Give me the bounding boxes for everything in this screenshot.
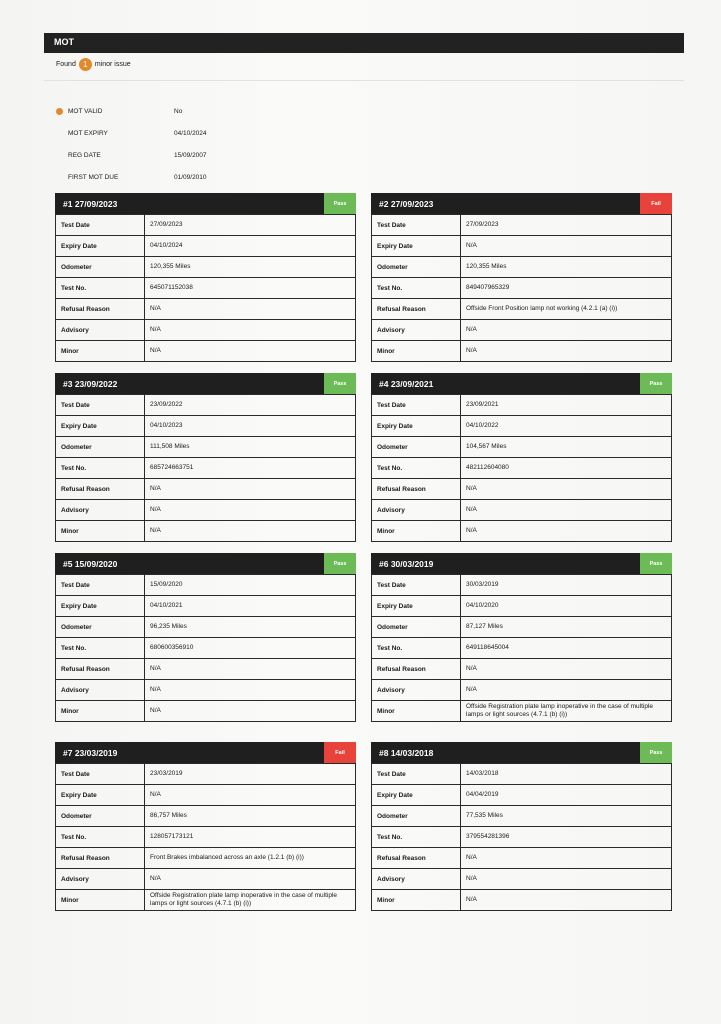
field-label: Test No. xyxy=(56,458,145,479)
table-row xyxy=(56,341,356,362)
table-row xyxy=(372,437,672,458)
field-value: 379554281396 xyxy=(461,827,672,848)
field-label: Expiry Date xyxy=(372,596,461,617)
table-row xyxy=(56,680,356,701)
field-label: Test Date xyxy=(372,575,461,596)
table-row xyxy=(56,479,356,500)
field-label: Minor xyxy=(56,521,145,542)
card-title: #4 23/09/2021 xyxy=(379,378,434,389)
table-row xyxy=(372,215,672,236)
field-label: Odometer xyxy=(372,806,461,827)
field-label: Test Date xyxy=(56,395,145,416)
table-row xyxy=(372,827,672,848)
field-label: Refusal Reason xyxy=(372,479,461,500)
status-dot-icon xyxy=(56,108,63,115)
card-title: #3 23/09/2022 xyxy=(63,378,118,389)
card-title: #7 23/03/2019 xyxy=(63,747,118,758)
field-label: Test No. xyxy=(372,278,461,299)
field-value: N/A xyxy=(461,869,672,890)
mot-test-card xyxy=(371,742,672,911)
result-badge: Pass xyxy=(640,742,672,763)
result-badge: Pass xyxy=(640,373,672,394)
result-badge: Pass xyxy=(324,553,356,574)
field-label: Odometer xyxy=(56,806,145,827)
table-row xyxy=(372,617,672,638)
field-label: Test No. xyxy=(56,278,145,299)
field-label: Expiry Date xyxy=(372,785,461,806)
table-row xyxy=(372,278,672,299)
field-label: Advisory xyxy=(56,500,145,521)
field-label: Advisory xyxy=(56,869,145,890)
test-details-table xyxy=(55,394,356,542)
table-row xyxy=(372,236,672,257)
found-suffix: minor issue xyxy=(94,61,131,68)
field-label: Refusal Reason xyxy=(56,479,145,500)
table-row xyxy=(372,500,672,521)
field-value: 14/03/2018 xyxy=(461,764,672,785)
field-label: Expiry Date xyxy=(56,236,145,257)
field-value: 120,355 Miles xyxy=(145,257,356,278)
field-value: 23/09/2021 xyxy=(461,395,672,416)
field-label: Test No. xyxy=(56,827,145,848)
card-header xyxy=(55,553,356,574)
field-value: 849407965329 xyxy=(461,278,672,299)
table-row xyxy=(56,257,356,278)
field-label: Advisory xyxy=(56,320,145,341)
table-row xyxy=(56,320,356,341)
mot-test-card xyxy=(55,193,356,362)
field-value: 30/03/2019 xyxy=(461,575,672,596)
field-value: 96,235 Miles xyxy=(145,617,356,638)
summary-row xyxy=(56,122,207,144)
field-label: Advisory xyxy=(372,500,461,521)
field-label: Odometer xyxy=(56,437,145,458)
table-row xyxy=(56,701,356,722)
field-value: N/A xyxy=(461,890,672,911)
field-value: 482112604080 xyxy=(461,458,672,479)
table-row xyxy=(372,764,672,785)
test-details-table xyxy=(55,574,356,722)
field-value: N/A xyxy=(145,500,356,521)
table-row xyxy=(56,848,356,869)
mot-test-card xyxy=(371,373,672,542)
summary-label: REG DATE xyxy=(68,151,101,159)
field-label: Expiry Date xyxy=(56,596,145,617)
card-header xyxy=(55,193,356,214)
field-value: N/A xyxy=(145,701,356,722)
field-label: Test Date xyxy=(372,215,461,236)
field-label: Odometer xyxy=(372,437,461,458)
field-label: Refusal Reason xyxy=(372,848,461,869)
mot-test-card xyxy=(55,373,356,542)
mot-summary xyxy=(56,100,207,188)
table-row xyxy=(56,638,356,659)
field-value: 04/10/2024 xyxy=(145,236,356,257)
table-row xyxy=(372,848,672,869)
field-label: Advisory xyxy=(56,680,145,701)
table-row xyxy=(56,395,356,416)
table-row xyxy=(56,785,356,806)
field-value: N/A xyxy=(461,521,672,542)
summary-value: 01/09/2010 xyxy=(174,173,207,181)
table-row xyxy=(372,785,672,806)
field-value: Offside Registration plate lamp inoperative in the case of multiple lamps or light sources (4.7.1 (b) (i)) xyxy=(461,701,672,722)
summary-label: MOT EXPIRY xyxy=(68,129,108,137)
mot-test-card xyxy=(55,553,356,722)
field-label: Test No. xyxy=(372,827,461,848)
test-details-table xyxy=(371,763,672,911)
table-row xyxy=(372,416,672,437)
table-row xyxy=(56,299,356,320)
field-value: 27/09/2023 xyxy=(145,215,356,236)
card-title: #8 14/03/2018 xyxy=(379,747,434,758)
field-value: 27/09/2023 xyxy=(461,215,672,236)
card-title: #1 27/09/2023 xyxy=(63,198,118,209)
table-row xyxy=(56,617,356,638)
mot-test-card xyxy=(55,742,356,911)
field-value: N/A xyxy=(461,848,672,869)
table-row xyxy=(56,575,356,596)
field-label: Test Date xyxy=(372,764,461,785)
field-label: Minor xyxy=(56,701,145,722)
field-value: N/A xyxy=(461,236,672,257)
table-row xyxy=(372,890,672,911)
table-row xyxy=(372,680,672,701)
field-value: 77,535 Miles xyxy=(461,806,672,827)
field-value: Offside Front Position lamp not working (4.2.1 (a) (i)) xyxy=(461,299,672,320)
field-label: Test No. xyxy=(372,638,461,659)
mot-test-card xyxy=(371,193,672,362)
summary-label: FIRST MOT DUE xyxy=(68,173,119,181)
field-label: Refusal Reason xyxy=(56,848,145,869)
field-label: Advisory xyxy=(372,869,461,890)
field-label: Expiry Date xyxy=(56,785,145,806)
field-value: 23/09/2022 xyxy=(145,395,356,416)
field-label: Test Date xyxy=(56,215,145,236)
field-label: Refusal Reason xyxy=(372,659,461,680)
field-value: N/A xyxy=(461,341,672,362)
summary-row xyxy=(56,100,207,122)
field-value: N/A xyxy=(145,785,356,806)
table-row xyxy=(372,659,672,680)
found-prefix: Found xyxy=(56,61,76,68)
field-label: Expiry Date xyxy=(372,416,461,437)
test-details-table xyxy=(55,214,356,362)
table-row xyxy=(56,236,356,257)
field-label: Minor xyxy=(56,890,145,911)
field-label: Test No. xyxy=(56,638,145,659)
field-label: Expiry Date xyxy=(372,236,461,257)
field-value: N/A xyxy=(461,320,672,341)
field-label: Odometer xyxy=(372,257,461,278)
test-details-table xyxy=(371,394,672,542)
field-value: N/A xyxy=(145,320,356,341)
field-value: Front Brakes imbalanced across an axle (1.2.1 (b) (i)) xyxy=(145,848,356,869)
field-value: N/A xyxy=(461,479,672,500)
field-value: N/A xyxy=(145,521,356,542)
field-value: 649118645004 xyxy=(461,638,672,659)
field-value: Offside Registration plate lamp inoperative in the case of multiple lamps or light sources (4.7.1 (b) (i)) xyxy=(145,890,356,911)
result-badge: Pass xyxy=(324,373,356,394)
table-row xyxy=(372,806,672,827)
field-value: 685724663751 xyxy=(145,458,356,479)
summary-row xyxy=(56,166,207,188)
table-row xyxy=(56,458,356,479)
table-row xyxy=(372,458,672,479)
field-value: 680600356910 xyxy=(145,638,356,659)
summary-value: No xyxy=(174,107,183,115)
field-value: 04/10/2022 xyxy=(461,416,672,437)
table-row xyxy=(56,215,356,236)
test-details-table xyxy=(371,214,672,362)
divider xyxy=(44,80,684,81)
test-details-table xyxy=(371,574,672,722)
table-row xyxy=(56,416,356,437)
field-value: 04/10/2020 xyxy=(461,596,672,617)
card-title: #5 15/09/2020 xyxy=(63,558,118,569)
field-label: Advisory xyxy=(372,680,461,701)
field-label: Minor xyxy=(372,521,461,542)
field-value: N/A xyxy=(145,680,356,701)
table-row xyxy=(56,500,356,521)
field-value: 645071152038 xyxy=(145,278,356,299)
card-header xyxy=(371,742,672,763)
field-value: 86,757 Miles xyxy=(145,806,356,827)
table-row xyxy=(372,521,672,542)
field-value: 111,508 Miles xyxy=(145,437,356,458)
field-label: Minor xyxy=(56,341,145,362)
summary-value: 15/09/2007 xyxy=(174,151,207,159)
field-label: Odometer xyxy=(56,257,145,278)
table-row xyxy=(372,257,672,278)
field-label: Test Date xyxy=(56,575,145,596)
field-value: N/A xyxy=(145,341,356,362)
field-value: N/A xyxy=(461,659,672,680)
table-row xyxy=(56,278,356,299)
mot-test-card xyxy=(371,553,672,722)
field-value: 87,127 Miles xyxy=(461,617,672,638)
table-row xyxy=(372,299,672,320)
field-label: Test Date xyxy=(372,395,461,416)
table-row xyxy=(372,320,672,341)
field-label: Test No. xyxy=(372,458,461,479)
table-row xyxy=(56,869,356,890)
result-badge: Fail xyxy=(640,193,672,214)
field-label: Odometer xyxy=(372,617,461,638)
field-value: N/A xyxy=(461,500,672,521)
table-row xyxy=(56,764,356,785)
summary-label: MOT VALID xyxy=(68,107,103,115)
card-header xyxy=(371,373,672,394)
card-header xyxy=(371,193,672,214)
table-row xyxy=(56,806,356,827)
table-row xyxy=(56,827,356,848)
card-title: #6 30/03/2019 xyxy=(379,558,434,569)
table-row xyxy=(372,638,672,659)
field-label: Minor xyxy=(372,701,461,722)
table-row xyxy=(56,437,356,458)
field-value: N/A xyxy=(145,659,356,680)
field-value: N/A xyxy=(461,680,672,701)
summary-value: 04/10/2024 xyxy=(174,129,207,137)
field-label: Refusal Reason xyxy=(56,659,145,680)
field-value: N/A xyxy=(145,479,356,500)
result-badge: Pass xyxy=(324,193,356,214)
field-value: 04/04/2019 xyxy=(461,785,672,806)
table-row xyxy=(372,395,672,416)
table-row xyxy=(372,701,672,722)
field-value: 15/09/2020 xyxy=(145,575,356,596)
table-row xyxy=(372,575,672,596)
field-value: 04/10/2021 xyxy=(145,596,356,617)
table-row xyxy=(56,890,356,911)
field-value: 23/03/2019 xyxy=(145,764,356,785)
field-value: 128057173121 xyxy=(145,827,356,848)
field-label: Expiry Date xyxy=(56,416,145,437)
test-details-table xyxy=(55,763,356,911)
summary-row xyxy=(56,144,207,166)
table-row xyxy=(56,521,356,542)
field-value: N/A xyxy=(145,869,356,890)
field-label: Odometer xyxy=(56,617,145,638)
result-badge: Fail xyxy=(324,742,356,763)
field-label: Minor xyxy=(372,890,461,911)
table-row xyxy=(372,479,672,500)
table-row xyxy=(372,869,672,890)
field-value: 120,355 Miles xyxy=(461,257,672,278)
card-header xyxy=(371,553,672,574)
card-header xyxy=(55,742,356,763)
field-label: Refusal Reason xyxy=(56,299,145,320)
field-label: Test Date xyxy=(56,764,145,785)
field-value: 04/10/2023 xyxy=(145,416,356,437)
field-label: Refusal Reason xyxy=(372,299,461,320)
field-label: Advisory xyxy=(372,320,461,341)
table-row xyxy=(56,596,356,617)
section-title: MOT xyxy=(54,37,74,47)
field-value: N/A xyxy=(145,299,356,320)
issue-summary xyxy=(56,58,131,71)
table-row xyxy=(56,659,356,680)
result-badge: Pass xyxy=(640,553,672,574)
section-title-bar xyxy=(44,33,684,53)
card-title: #2 27/09/2023 xyxy=(379,198,434,209)
table-row xyxy=(372,341,672,362)
issue-count-badge: 1 xyxy=(79,58,92,71)
table-row xyxy=(372,596,672,617)
field-label: Minor xyxy=(372,341,461,362)
field-value: 104,567 Miles xyxy=(461,437,672,458)
card-header xyxy=(55,373,356,394)
